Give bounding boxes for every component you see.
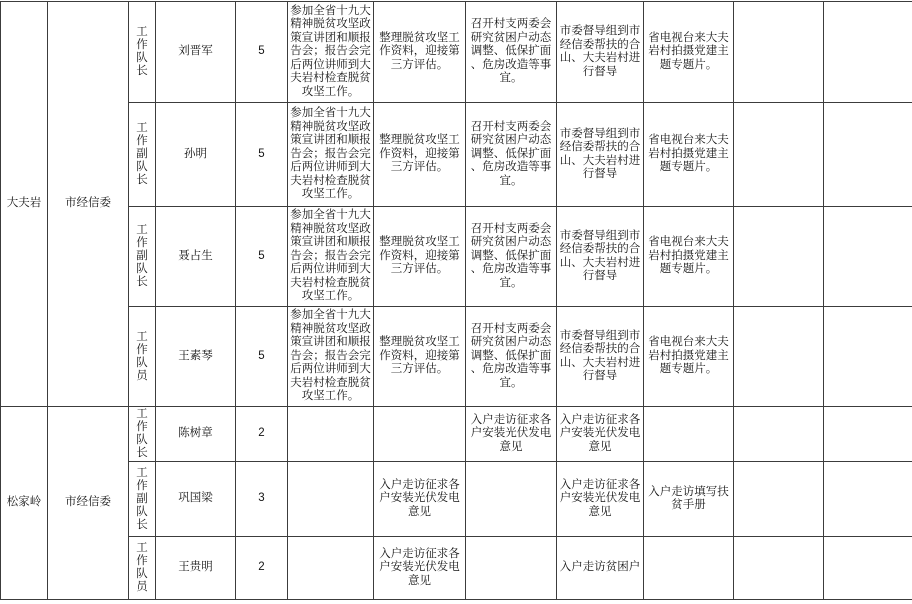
activity-cell-2: 整理脱贫攻坚工作资料，迎接第三方评估。	[374, 307, 466, 407]
work-report-table	[0, 1, 912, 600]
activity-cell-2: 整理脱贫攻坚工作资料，迎接第三方评估。	[374, 2, 466, 103]
table-row	[1, 407, 912, 462]
days-cell: 5	[236, 2, 288, 103]
role-cell	[129, 2, 156, 103]
table-row	[1, 2, 912, 103]
activity-cell-1: 参加全省十九大精神脱贫攻坚政策宣讲团和顺报告会；报告会完后两位讲师到大夫岩村检查脱贫攻坚工作。	[288, 207, 374, 307]
role-vertical-text: 工作副队长	[136, 122, 148, 187]
activity-cell-2: 入户走访征求各户安装光伏发电意见	[374, 462, 466, 537]
activity-cell-2: 入户走访征求各户安装光伏发电意见	[374, 537, 466, 600]
table-row	[1, 103, 912, 207]
activity-cell-3: 入户走访征求各户安装光伏发电意见	[466, 407, 557, 462]
activity-cell-5: 入户走访填写扶贫手册	[644, 462, 734, 537]
days-cell: 5	[236, 103, 288, 207]
role-vertical-text: 工作队长	[136, 26, 148, 78]
activity-cell-3: 召开村支两委会研究贫困户动态调整、低保扩面、危房改造等事宜。	[466, 2, 557, 103]
name-cell: 刘晋军	[156, 2, 236, 103]
role-vertical-text: 工作队长	[136, 408, 148, 460]
empty-cell-1	[734, 207, 824, 307]
name-cell: 巩国梁	[156, 462, 236, 537]
activity-cell-4: 入户走访征求各户安装光伏发电意见	[557, 407, 644, 462]
role-vertical-text: 工作副队长	[136, 224, 148, 289]
name-cell: 聂占生	[156, 207, 236, 307]
activity-cell-5: 省电视台来大夫岩村拍摄党建主题专题片。	[644, 307, 734, 407]
activity-cell-5: 省电视台来大夫岩村拍摄党建主题专题片。	[644, 2, 734, 103]
empty-cell-1	[734, 2, 824, 103]
role-cell	[129, 307, 156, 407]
activity-cell-5: 省电视台来大夫岩村拍摄党建主题专题片。	[644, 103, 734, 207]
activity-cell-4: 市委督导组到市经信委帮扶的合山、大夫岩村进行督导	[557, 207, 644, 307]
activity-cell-3	[466, 462, 557, 537]
empty-cell-1	[734, 462, 824, 537]
empty-cell-1	[734, 407, 824, 462]
activity-cell-3	[466, 537, 557, 600]
days-cell: 5	[236, 207, 288, 307]
empty-cell-2	[824, 407, 912, 462]
table-row	[1, 207, 912, 307]
name-cell: 王贵明	[156, 537, 236, 600]
role-cell	[129, 207, 156, 307]
name-cell: 孙明	[156, 103, 236, 207]
days-cell: 2	[236, 407, 288, 462]
role-cell	[129, 537, 156, 600]
village-cell: 松家岭	[1, 407, 48, 600]
role-vertical-text: 工作副队长	[136, 467, 148, 532]
days-cell: 5	[236, 307, 288, 407]
role-vertical-text: 工作队员	[136, 331, 148, 383]
empty-cell-2	[824, 103, 912, 207]
activity-cell-1	[288, 537, 374, 600]
activity-cell-4: 入户走访贫困户	[557, 537, 644, 600]
activity-cell-1	[288, 407, 374, 462]
empty-cell-2	[824, 207, 912, 307]
role-cell	[129, 462, 156, 537]
activity-cell-1: 参加全省十九大精神脱贫攻坚政策宣讲团和顺报告会；报告会完后两位讲师到大夫岩村检查脱贫攻坚工作。	[288, 307, 374, 407]
empty-cell-2	[824, 307, 912, 407]
activity-cell-5: 省电视台来大夫岩村拍摄党建主题专题片。	[644, 207, 734, 307]
empty-cell-1	[734, 103, 824, 207]
activity-cell-2	[374, 407, 466, 462]
activity-cell-5	[644, 537, 734, 600]
activity-cell-3: 召开村支两委会研究贫困户动态调整、低保扩面、危房改造等事宜。	[466, 207, 557, 307]
activity-cell-1: 参加全省十九大精神脱贫攻坚政策宣讲团和顺报告会；报告会完后两位讲师到大夫岩村检查脱贫攻坚工作。	[288, 103, 374, 207]
unit-cell: 市经信委	[48, 407, 129, 600]
activity-cell-4: 入户走访征求各户安装光伏发电意见	[557, 462, 644, 537]
activity-cell-2: 整理脱贫攻坚工作资料，迎接第三方评估。	[374, 207, 466, 307]
activity-cell-4: 市委督导组到市经信委帮扶的合山、大夫岩村进行督导	[557, 2, 644, 103]
unit-cell: 市经信委	[48, 2, 129, 407]
role-vertical-text: 工作队员	[136, 542, 148, 594]
role-cell	[129, 407, 156, 462]
table-row	[1, 307, 912, 407]
activity-cell-3: 召开村支两委会研究贫困户动态调整、低保扩面、危房改造等事宜。	[466, 103, 557, 207]
role-cell	[129, 103, 156, 207]
village-cell: 大夫岩	[1, 2, 48, 407]
table-row	[1, 462, 912, 537]
activity-cell-1	[288, 462, 374, 537]
activity-cell-1: 参加全省十九大精神脱贫攻坚政策宣讲团和顺报告会；报告会完后两位讲师到大夫岩村检查脱贫攻坚工作。	[288, 2, 374, 103]
activity-cell-4: 市委督导组到市经信委帮扶的合山、大夫岩村进行督导	[557, 103, 644, 207]
activity-cell-2: 整理脱贫攻坚工作资料，迎接第三方评估。	[374, 103, 466, 207]
activity-cell-3: 召开村支两委会研究贫困户动态调整、低保扩面、危房改造等事宜。	[466, 307, 557, 407]
empty-cell-1	[734, 537, 824, 600]
empty-cell-2	[824, 462, 912, 537]
days-cell: 2	[236, 537, 288, 600]
empty-cell-2	[824, 2, 912, 103]
table-row	[1, 537, 912, 600]
name-cell: 王素琴	[156, 307, 236, 407]
activity-cell-5	[644, 407, 734, 462]
days-cell: 3	[236, 462, 288, 537]
activity-cell-4: 市委督导组到市经信委帮扶的合山、大夫岩村进行督导	[557, 307, 644, 407]
empty-cell-2	[824, 537, 912, 600]
name-cell: 陈树章	[156, 407, 236, 462]
empty-cell-1	[734, 307, 824, 407]
